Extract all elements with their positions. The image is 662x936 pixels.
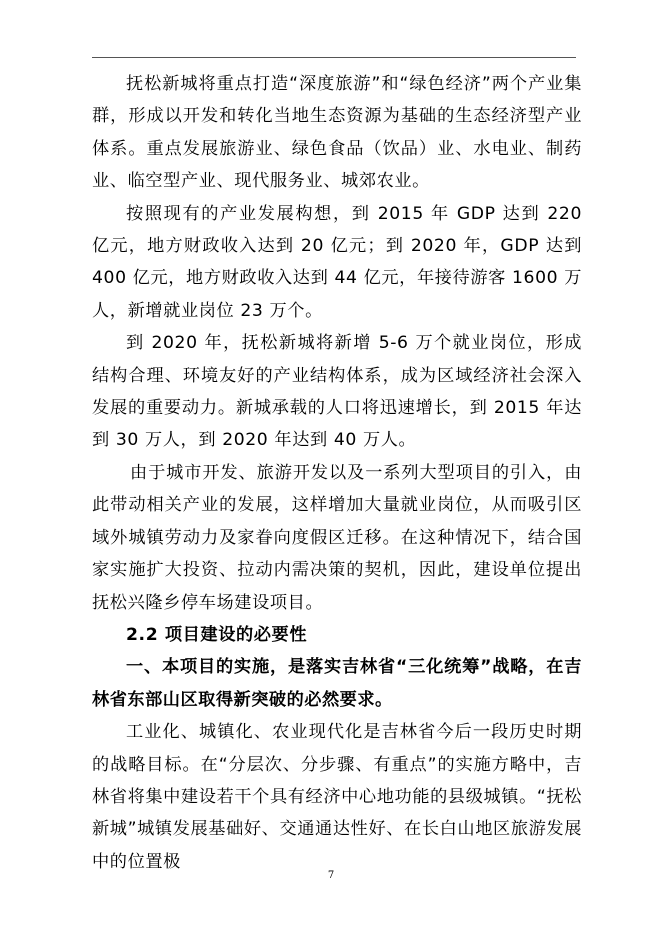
paragraph-industry-clusters: 抚松新城将重点打造“深度旅游”和“绿色经济”两个产业集群，形成以开发和转化当地生态资源为基础的生态经济型产业体系。重点发展旅游业、绿色食品（饮品）业、水电业、制药业、临空型产业、现代服务业、城郊农业。	[92, 74, 582, 192]
paragraph-project-background: 由于城市开发、旅游开发以及一系列大型项目的引入，由此带动相关产业的发展，这样增加大量就业岗位，从而吸引区域外城镇劳动力及家眷向度假区迁移。在这种情况下，结合国家实施扩大投资、拉动内需决策的契机，因此，建设单位提出抚松兴隆乡停车场建设项目。	[92, 462, 582, 613]
paragraph-strategic-goals: 工业化、城镇化、农业现代化是吉林省今后一段历史时期的战略目标。在“分层次、分步骤、有重点”的实施方略中，吉林省将集中建设若干个具有经济中心地功能的县级城镇。“抚松新城”城镇发展基础好、交通通达性好、在长白山地区旅游发展中的位置极	[92, 722, 582, 872]
document-body	[92, 68, 582, 878]
header-rule	[92, 57, 576, 58]
section-heading: 2.2 项目建设的必要性	[126, 624, 308, 645]
paragraph-employment-population: 到 2020 年，抚松新城将新增 5-6 万个就业岗位，形成结构合理、环境友好的产业结构体系，成为区域经济社会深入发展的重要动力。新城承载的人口将迅速增长，到 2015 年达到 30 万人，到 2020 年达到 40 万人。	[92, 333, 582, 451]
bold-point-heading: 一、本项目的实施，是落实吉林省“三化统筹”战略，在吉林省东部山区取得新突破的必然要求。	[92, 657, 582, 710]
page-number: 7	[327, 870, 335, 881]
paragraph-gdp-targets: 按照现有的产业发展构想，到 2015 年 GDP 达到 220 亿元，地方财政收入达到 20 亿元；到 2020 年，GDP 达到 400 亿元，地方财政收入达到 44 亿元，年接待游客 1600 万人，新增就业岗位 23 万个。	[92, 203, 582, 321]
